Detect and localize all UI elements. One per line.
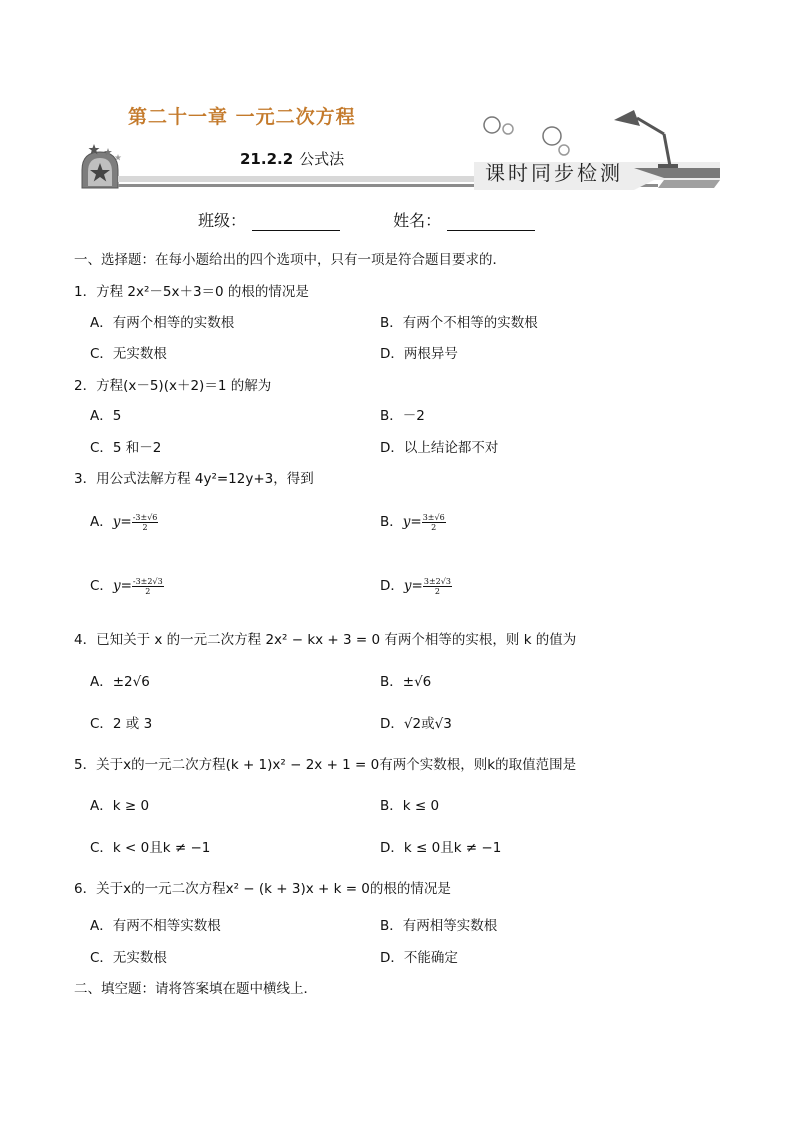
q1-option-b[interactable]: B．有两个不相等的实数根 bbox=[380, 315, 538, 331]
fraction bbox=[132, 577, 164, 596]
q4-option-d[interactable]: D．√2或√3 bbox=[380, 716, 452, 732]
option-letter: A． bbox=[90, 514, 113, 530]
q3-option-b[interactable] bbox=[380, 510, 446, 532]
question-4-stem: 4．已知关于 x 的一元二次方程 2x² − kx + 3 = 0 有两个相等的实根，则 k 的值为 bbox=[74, 632, 577, 648]
q6-option-c[interactable]: C．无实数根 bbox=[90, 950, 167, 966]
q3-option-a[interactable] bbox=[90, 510, 158, 532]
question-2-stem: 2．方程(x－5)(x＋2)＝1 的解为 bbox=[74, 378, 272, 394]
q6-option-d[interactable]: D．不能确定 bbox=[380, 950, 458, 966]
fraction bbox=[423, 577, 452, 596]
class-label: 班级： bbox=[198, 211, 247, 230]
fraction bbox=[422, 513, 446, 532]
fraction-lhs: y= bbox=[402, 514, 422, 530]
q5-option-a[interactable]: A．k ≥ 0 bbox=[90, 798, 150, 814]
q4-option-a[interactable]: A．±2√6 bbox=[90, 674, 150, 690]
fraction-denominator: 2 bbox=[142, 522, 148, 532]
fraction-denominator: 2 bbox=[145, 586, 151, 596]
fraction-lhs: y= bbox=[112, 514, 132, 530]
q5-option-c[interactable]: C．k < 0且k ≠ −1 bbox=[90, 840, 211, 856]
option-letter: C． bbox=[90, 578, 113, 594]
q2-option-c[interactable]: C．5 和－2 bbox=[90, 440, 162, 456]
fraction-lhs: y= bbox=[112, 578, 132, 594]
fraction-numerator: -3±2√3 bbox=[132, 576, 163, 586]
q2-option-d[interactable]: D．以上结论都不对 bbox=[380, 440, 499, 456]
question-3-stem: 3．用公式法解方程 4y²=12y+3，得到 bbox=[74, 471, 314, 487]
fraction-numerator: -3±√6 bbox=[132, 512, 158, 522]
fraction-numerator: 3±√6 bbox=[422, 512, 445, 522]
question-5-stem: 5．关于x的一元二次方程(k + 1)x² − 2x + 1 = 0有两个实数根，则k的取值范围是 bbox=[74, 757, 577, 773]
name-blank[interactable] bbox=[447, 216, 535, 231]
option-letter: D． bbox=[380, 578, 404, 594]
q1-option-d[interactable]: D．两根异号 bbox=[380, 346, 458, 362]
q6-option-b[interactable]: B．有两相等实数根 bbox=[380, 918, 498, 934]
question-6-stem: 6．关于x的一元二次方程x² − (k + 3)x + k = 0的根的情况是 bbox=[74, 881, 451, 897]
section-number: 21.2.2 bbox=[240, 150, 294, 168]
question-1-stem: 1．方程 2x²－5x＋3＝0 的根的情况是 bbox=[74, 284, 309, 300]
q3-option-c[interactable] bbox=[90, 574, 164, 596]
name-bar bbox=[198, 208, 583, 231]
section-name: 公式法 bbox=[299, 150, 345, 168]
class-blank[interactable] bbox=[252, 216, 340, 231]
fraction-numerator: 3±2√3 bbox=[423, 576, 451, 586]
q3-option-d[interactable] bbox=[380, 574, 452, 596]
option-letter: B． bbox=[380, 514, 403, 530]
fraction-denominator: 2 bbox=[431, 522, 437, 532]
q2-option-b[interactable]: B．－2 bbox=[380, 408, 425, 424]
desk-lamp-icon bbox=[614, 110, 678, 168]
q5-option-b[interactable]: B．k ≤ 0 bbox=[380, 798, 440, 814]
chapter-title: 第二十一章 一元二次方程 bbox=[128, 106, 356, 128]
section-title bbox=[240, 148, 344, 169]
part2-title: 二、填空题：请将答案填在题中横线上． bbox=[74, 981, 317, 997]
q1-option-c[interactable]: C．无实数根 bbox=[90, 346, 167, 362]
fraction bbox=[132, 513, 159, 532]
fraction-lhs: y= bbox=[403, 578, 423, 594]
q4-option-c[interactable]: C．2 或 3 bbox=[90, 716, 153, 732]
fraction-denominator: 2 bbox=[434, 586, 440, 596]
q4-option-b[interactable]: B．±√6 bbox=[380, 674, 432, 690]
q5-option-d[interactable]: D．k ≤ 0且k ≠ −1 bbox=[380, 840, 502, 856]
q6-option-a[interactable]: A．有两不相等实数根 bbox=[90, 918, 221, 934]
q2-option-a[interactable]: A．5 bbox=[90, 408, 122, 424]
banner-subtitle: 课时同步检测 bbox=[485, 161, 623, 185]
q1-option-a[interactable]: A．有两个相等的实数根 bbox=[90, 315, 235, 331]
part1-title: 一、选择题：在每小题给出的四个选项中，只有一项是符合题目要求的． bbox=[74, 252, 506, 268]
name-label: 姓名： bbox=[393, 211, 442, 230]
star-badge-icon bbox=[82, 144, 121, 188]
